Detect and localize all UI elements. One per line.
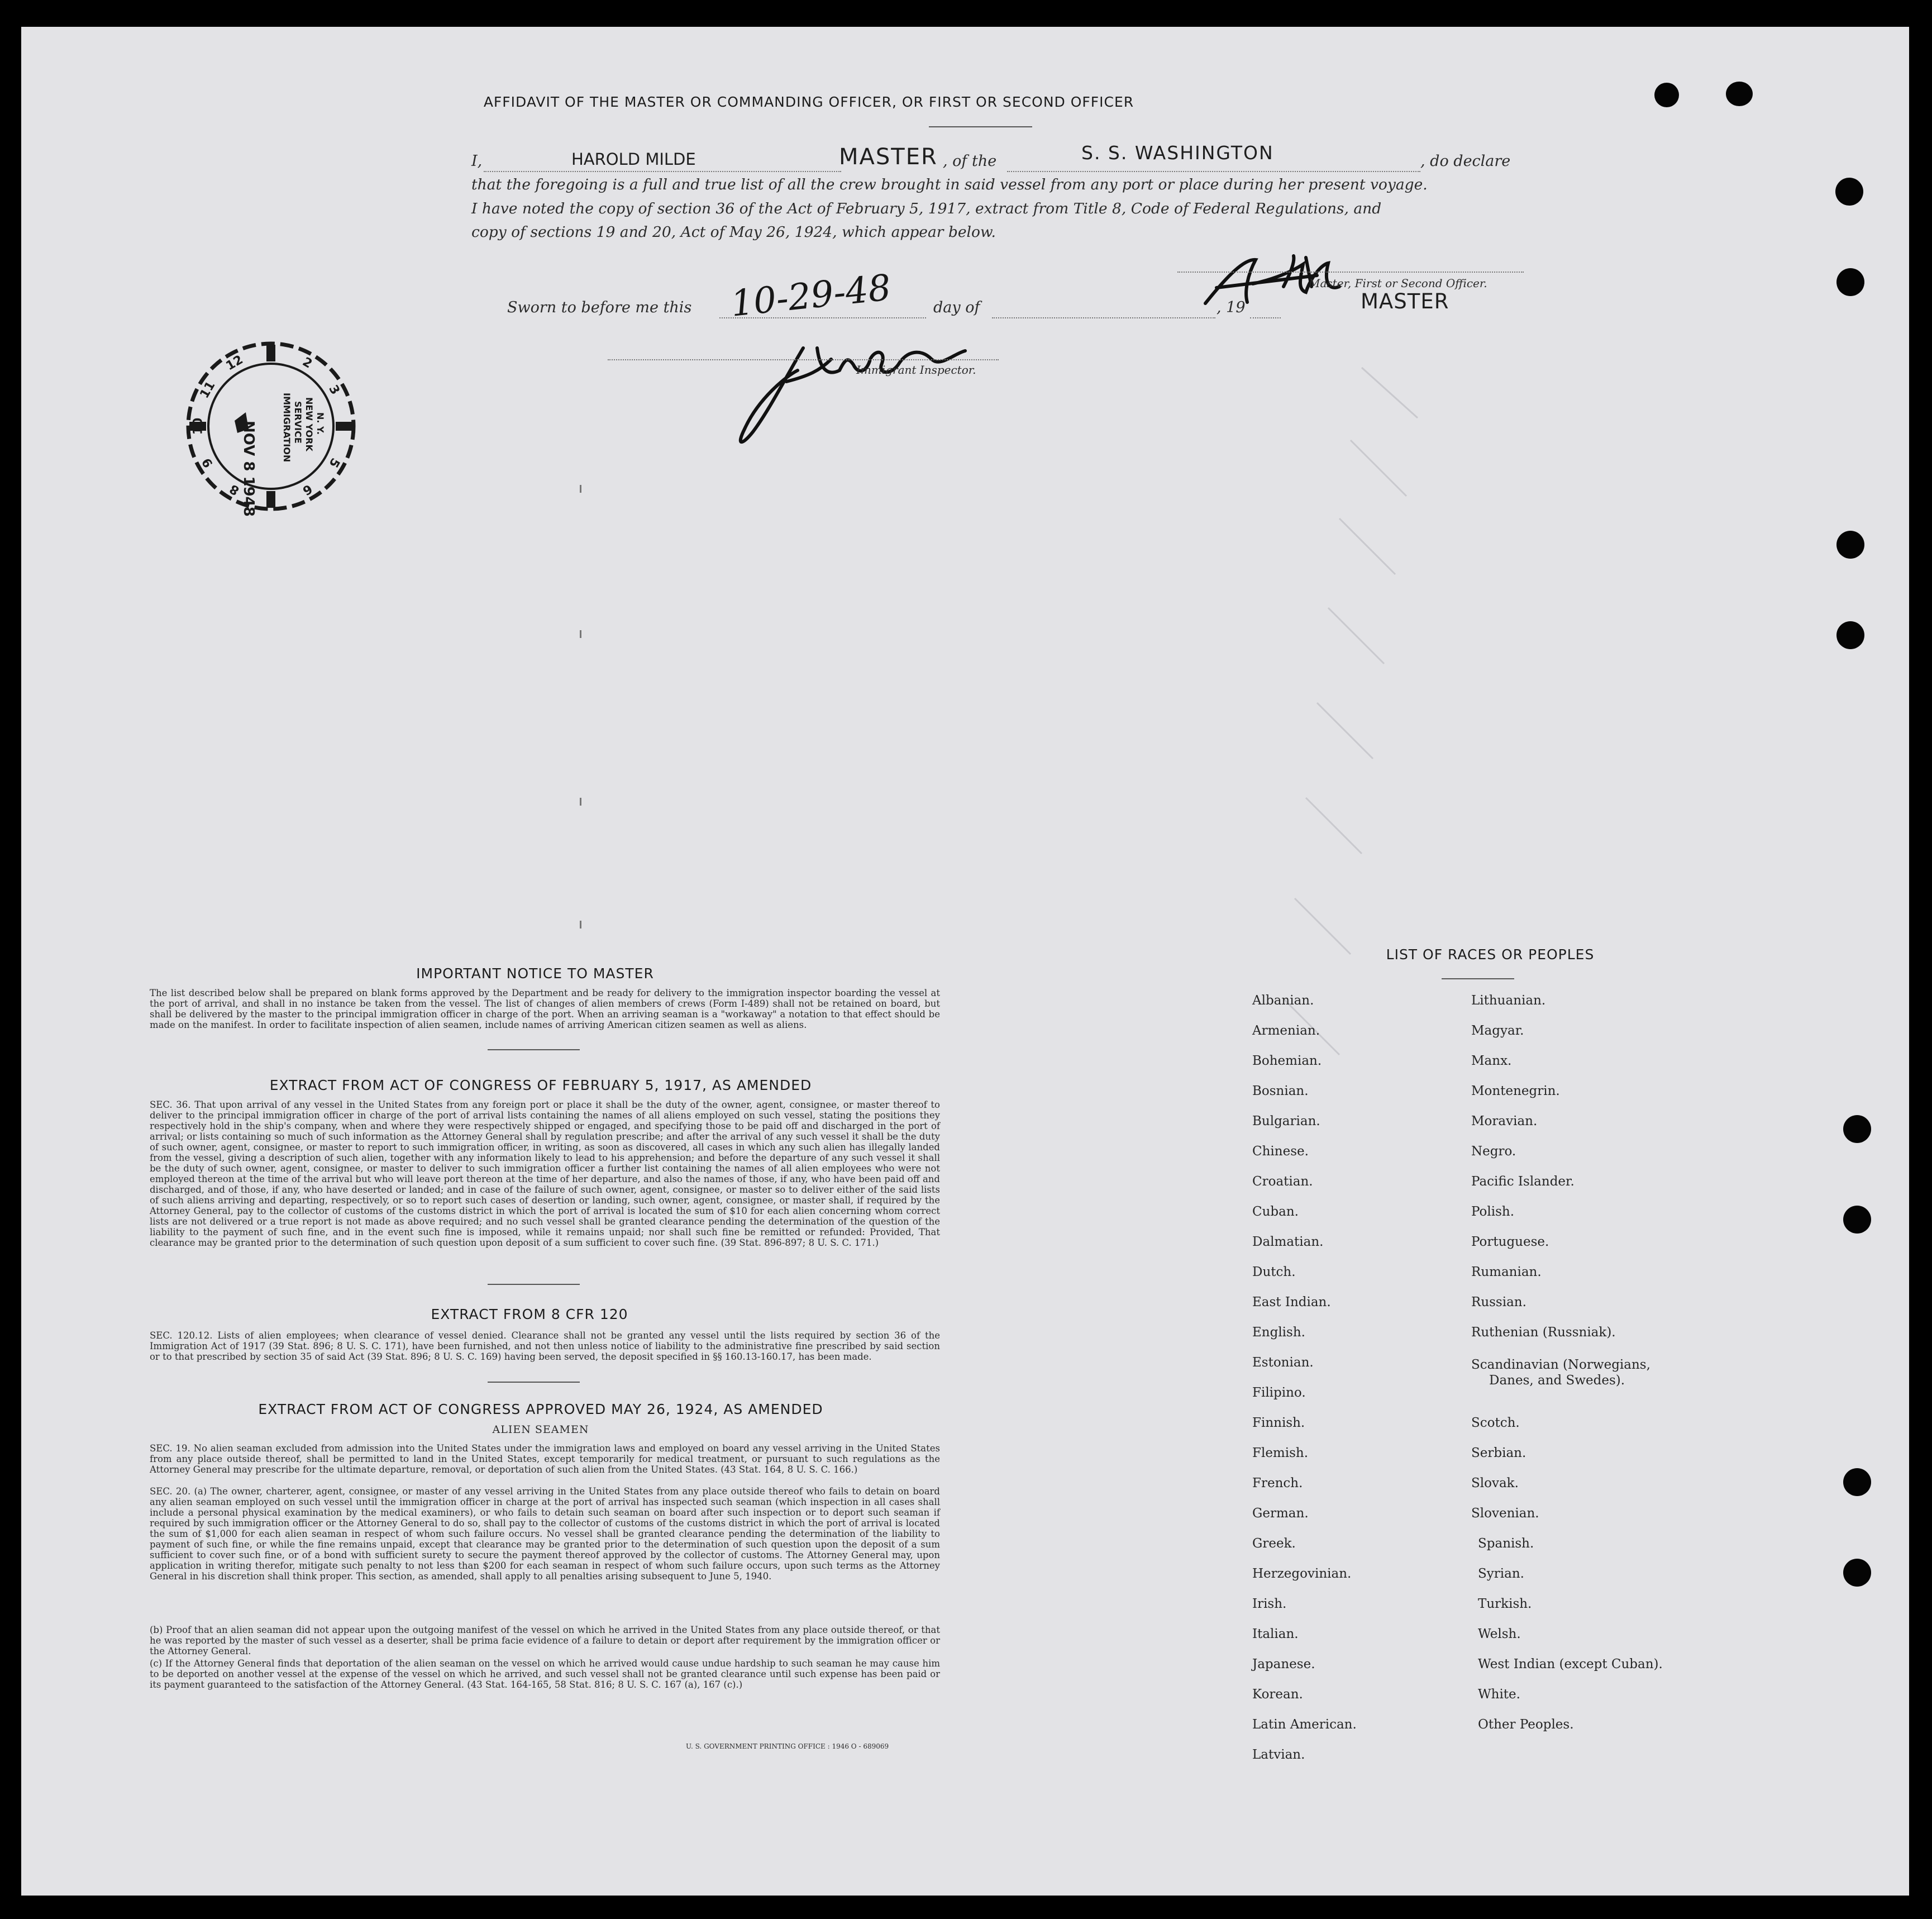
stamp-line-2: SERVICE [293,401,303,444]
rank-field: MASTER [839,144,938,170]
punch-hole [1654,83,1679,107]
do-declare-label: , do declare [1420,153,1511,170]
punch-hole [1836,621,1864,649]
faint-mark [580,921,581,928]
race-item: Italian. [1252,1627,1299,1641]
affidavit-title: AFFIDAVIT OF THE MASTER OR COMMANDING OFFICER, OR FIRST OR SECOND OFFICER [483,94,1134,110]
year-label: , 19 [1217,299,1246,316]
stamp-ring [182,337,360,516]
punch-hole [1843,1115,1871,1143]
master-signature-line [1177,272,1524,273]
race-item: Scotch. [1471,1416,1520,1430]
race-item: East Indian. [1252,1295,1331,1310]
race-item: Korean. [1252,1687,1303,1702]
extract-1924-title: EXTRACT FROM ACT OF CONGRESS APPROVED MAY 26, 1924, AS AMENDED [258,1401,823,1417]
stamp-ring-number: 3 [325,383,342,397]
stamp-ring-number: 2 [300,355,314,372]
punch-hole [1843,1468,1871,1496]
race-item: Russian. [1471,1295,1526,1310]
faint-mark [580,630,581,638]
race-item: Chinese. [1252,1144,1309,1159]
race-item: English. [1252,1325,1305,1340]
extract-1917-title: EXTRACT FROM ACT OF CONGRESS OF FEBRUARY 5, 1917, AS AMENDED [269,1077,812,1093]
divider [1442,978,1514,979]
sec-20c-body: (c) If the Attorney General finds that deportation of the alien seaman on the vessel on which he arrived would cause undue hardship to such seaman he may cause him to be deported on another vessel at the expense of the vessel on which he arrived, and such vessel shall not be granted clearance until such expense has been paid or its payment guaranteed to the satisfaction of the Attorney General. (43 Stat. 164-165, 58 Stat. 816; 8 U. S. C. 167 (a), 167 (c).) [150,1658,940,1690]
race-item: Irish. [1252,1597,1287,1611]
stamp-line-4: N. Y. [315,412,326,435]
race-item: Other Peoples. [1478,1717,1574,1732]
race-item: Dutch. [1252,1265,1296,1279]
race-item: West Indian (except Cuban). [1478,1657,1663,1672]
race-item: Croatian. [1252,1174,1313,1189]
race-item: Slovak. [1471,1476,1519,1491]
race-item: Armenian. [1252,1023,1320,1038]
stamp-ring-number: 8 [227,480,242,498]
race-item: Bulgarian. [1252,1114,1320,1128]
race-item: Latvian. [1252,1747,1305,1762]
master-name-field: HAROLD MILDE [571,150,696,169]
stamp-ring-number: 5 [325,455,342,470]
race-item: Finnish. [1252,1416,1305,1430]
signer-rank-field: MASTER [1361,289,1449,313]
extract-1924-subtitle: ALIEN SEAMEN [492,1423,589,1436]
sworn-date-handwritten: 10-29-48 [728,267,893,325]
race-item: Magyar. [1471,1023,1524,1038]
race-item: Polish. [1471,1204,1515,1219]
inspector-signature-line [608,359,999,360]
race-item: Turkish. [1478,1597,1532,1611]
punch-hole [1836,268,1864,296]
race-item: Pacific Islander. [1471,1174,1575,1189]
race-item: Ruthenian (Russniak). [1471,1325,1616,1340]
sec-20b-body: (b) Proof that an alien seaman did not appear upon the outgoing manifest of the vessel on which he arrived in the United States from any place outside thereof, or that he was reported by the master of such vessel as a deserter, shall be prima facie evidence of a failure to detain or deport after requirement by the immigration officer or the Attorney General. [150,1625,940,1656]
race-item: Syrian. [1478,1566,1524,1581]
affidavit-line-3: I have noted the copy of section 36 of the Act of February 5, 1917, extract from Title 8, Code of Federal Regulations, and [471,200,1382,217]
stamp-line-3: NEW YORK [304,397,314,451]
race-item: Albanian. [1252,993,1314,1008]
stamp-ring-number: 9 [199,455,217,470]
stamp-line-1: IMMIGRATION [282,393,292,463]
printer-imprint: U. S. GOVERNMENT PRINTING OFFICE : 1946 O - 689069 [686,1742,889,1750]
race-item: White. [1478,1687,1520,1702]
extract-1917-body: SEC. 36. That upon arrival of any vessel in the United States from any foreign port or place it shall be the duty of the owner, agent, consignee, or master thereof to deliver to the principal immigration officer in charge of the port of arrival lists containing the names of all aliens employed on such vessel, stating the positions they respectively hold in the ship's company, when and where they were respectively shipped or engaged, and specifying those to be paid off and discharged in the port of arrival; or lists containing so much of such information as the Attorney General shall by regulation prescribe; and after the arrival of any such vessel it shall be the duty of such owner, agent, consignee, or master to report to such immigration officer, in writing, as soon as discovered, all cases in which any such alien has illegally landed from the vessel, giving a description of such alien, together with any information likely to lead to his apprehension; and before the departure of any such vessel it shall be the duty of such owner, agent, consignee, or master to deliver to such immigration officer a further list containing the names of all alien employees who were not employed thereon at the time of the arrival but who will leave port thereon at the time of her departure, and also the names of those, if any, who have been paid off and discharged, and of those, if any, who have deserted or landed; and in case of the failure of such owner, agent, consignee, or master so to deliver either of the said lists of such aliens arriving and departing, respectively, or so to report such cases of desertion or landing, such owner, agent, consignee, or master shall, if required by the Attorney General, pay to the collector of customs of the customs district in which the port of arrival is located the sum of $10 for each alien concerning whom correct lists are not delivered or a true report is not made as above required; and no such vessel shall be granted clearance pending the determination of the question of the liability to the payment of such fine, and in the event such fine is imposed, while it remains unpaid; nor shall such fine be remitted or refunded: Provided, That clearance may be granted prior to the determination of such question upon deposit of a sum sufficient to cover such fine. (39 Stat. 896-897; 8 U. S. C. 171.) [150,1099,940,1248]
race-item: Negro. [1471,1144,1516,1159]
paper-sheet [21,27,1909,1896]
stamp-ring-number: 11 [197,379,218,401]
notice-body: The list described below shall be prepared on blank forms approved by the Department and be ready for delivery to the immigration inspector boarding the vessel at the port of arrival, and shall in no instance be taken from the vessel. The list of changes of alien members of crews (Form I-489) shall not be retained on board, but shall be delivered by the master to the principal immigration officer in charge of the port. When an arriving seaman is a "workaway" a notation to that effect should be made on the manifest. In order to facilitate inspection of alien seamen, include names of arriving American citizen seamen as well as aliens. [150,988,940,1030]
race-item: Montenegrin. [1471,1084,1560,1098]
vessel-field-line [1007,171,1420,172]
punch-hole [1835,178,1863,206]
stamp-ring-number: 10 [191,417,206,435]
stamp-ring-number: 12 [223,353,246,374]
race-item: Greek. [1252,1536,1296,1551]
race-item: Danes, and Swedes). [1489,1373,1625,1388]
divider [488,1382,580,1383]
punch-hole [1726,82,1753,106]
stamp-ring-number: 4 [336,422,351,431]
stamp-ring-number: 1 [266,346,275,361]
inspector-caption: Immigrant Inspector. [856,363,976,377]
stamp-date: NOV 8 1948 [240,421,257,517]
sec-20a-body: SEC. 20. (a) The owner, charterer, agent, consignee, or master of any vessel arriving in the United States from any place outside thereof who fails to detain on board any alien seaman employed on such vessel until the immigration officer in charge at the port of arrival has inspected such seaman (which inspection in all cases shall include a personal physical examination by the medical examiners), or who fails to detain such seaman on board after such inspection or to deport such seaman if required by such immigration officer or the Attorney General to do so, shall pay to the collector of customs of the customs district in which the port of arrival is located the sum of $1,000 for each alien seaman in respect of whom such failure occurs. No vessel shall be granted clearance pending the determination of the liability to payment of such fine, or while the fine remains unpaid, except that clearance may be granted prior to the determination of such question upon the deposit of a sum sufficient to cover such fine, or of a bond with sufficient surety to secure the payment thereof approved by the collector of customs. The Attorney General may, upon application in writing therefor, mitigate such penalty to not less than $200 for each seaman in respect of whom such failure occurs, upon such terms as the Attorney General in his discretion shall think proper. This section, as amended, shall apply to all penalties arising subsequent to June 5, 1940. [150,1486,940,1582]
race-item: Serbian. [1471,1446,1526,1460]
race-item: Welsh. [1478,1627,1521,1641]
race-item: Manx. [1471,1054,1512,1068]
race-item: Cuban. [1252,1204,1299,1219]
notice-title: IMPORTANT NOTICE TO MASTER [416,965,654,982]
stamp-ring-number: 7 [266,492,275,506]
affidavit-line-4: copy of sections 19 and 20, Act of May 26, 1924, which appear below. [471,223,996,241]
master-caption: Master, First or Second Officer. [1309,277,1487,290]
day-of-label: day of [933,299,980,316]
i-label: I, [471,153,483,170]
race-item: French. [1252,1476,1303,1491]
race-item: Flemish. [1252,1446,1309,1460]
race-item: Dalmatian. [1252,1235,1324,1249]
month-line [992,317,1215,318]
race-item: Portuguese. [1471,1235,1549,1249]
races-title: LIST OF RACES OR PEOPLES [1386,946,1595,963]
affidavit-line-2: that the foregoing is a full and true list of all the crew brought in said vessel from any port or place during her present voyage. [471,176,1428,193]
divider [488,1284,580,1285]
punch-hole [1843,1206,1871,1234]
sec-19-body: SEC. 19. No alien seaman excluded from admission into the United States under the immigration laws and employed on board any vessel arriving in the United States from any place outside thereof, shall be permitted to land in the United States, except temporarily for medical treatment, or pursuant to such regulations as the Attorney General may prescribe for the ultimate departure, removal, or deportation of such alien from the United States. (43 Stat. 164, 8 U. S. C. 166.) [150,1443,940,1475]
punch-hole [1843,1559,1871,1587]
faint-mark [580,798,581,806]
of-the-label: , of the [943,153,997,170]
extract-cfr-title: EXTRACT FROM 8 CFR 120 [431,1306,628,1322]
race-item: Latin American. [1252,1717,1357,1732]
race-item: Rumanian. [1471,1265,1542,1279]
race-item: Bohemian. [1252,1054,1322,1068]
race-item: Scandinavian (Norwegians, [1471,1358,1650,1372]
extract-cfr-body: SEC. 120.12. Lists of alien employees; when clearance of vessel denied. Clearance shall not be granted any vessel until the lists required by section 36 of the Immigration Act of 1917 (39 Stat. 896; 8 U. S. C. 171), have been furnished, and not then unless notice of liability to the administrative fine prescribed by said section or to that prescribed by section 35 of said Act (39 Stat. 896; 8 U. S. C. 169) having been served, the deposit specified in §§ 160.13-160.17, has been made. [150,1330,940,1362]
inspector-signature [719,326,982,454]
divider [488,1049,580,1050]
sworn-label: Sworn to before me this [507,299,692,316]
race-item: German. [1252,1506,1309,1521]
name-field-line [484,171,841,172]
race-item: Spanish. [1478,1536,1534,1551]
race-item: Herzegovinian. [1252,1566,1352,1581]
race-item: Japanese. [1252,1657,1315,1672]
vessel-field: S. S. WASHINGTON [1081,142,1274,164]
punch-hole [1836,531,1864,559]
races-right-column [1471,993,1784,1787]
year-line [1250,317,1281,318]
faint-mark [580,485,581,493]
divider [929,126,1032,127]
race-item: Moravian. [1471,1114,1538,1128]
race-item: Lithuanian. [1471,993,1546,1008]
immigration-stamp [182,337,360,516]
race-item: Filipino. [1252,1385,1306,1400]
race-item: Bosnian. [1252,1084,1309,1098]
race-item: Slovenian. [1471,1506,1539,1521]
race-item: Estonian. [1252,1355,1314,1370]
stamp-ring-number: 6 [300,480,314,498]
